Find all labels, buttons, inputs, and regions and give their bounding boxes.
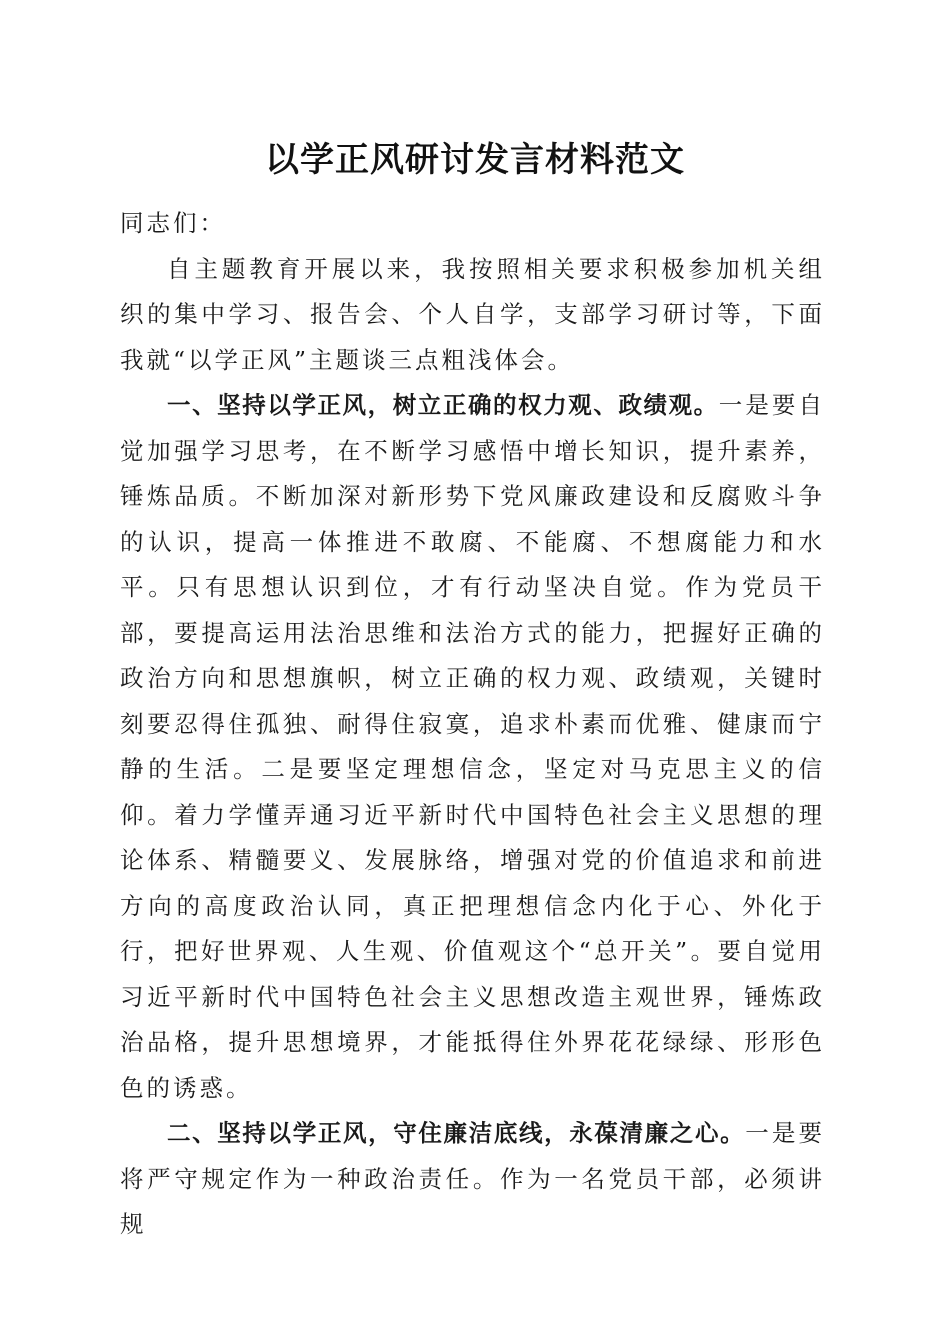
section-1-text: 一是要自觉加强学习思考，在不断学习感悟中增长知识，提升素养，锤炼品质。不断加深对新形势下党风廉政建设和反腐败斗争的认识，提高一体推进不敢腐、不能腐、不想腐能力和水平。只有思想认识到位，才有行动坚决自觉。作为党员干部，要提高运用法治思维和法治方式的能力，把握好正确的政治方向和思想旗帜，树立正确的权力观、政绩观，关键时刻要忍得住孤独、耐得住寂寞，追求朴素而优雅、健康而宁静的生活。二是要坚定理想信念，坚定对马克思主义的信仰。着力学懂弄通习近平新时代中国特色社会主义思想的理论体系、精髓要义、发展脉络，增强对党的价值追求和前进方向的高度政治认同，真正把理想信念内化于心、外化于行，把好世界观、人生观、价值观这个“总开关”。要自觉用习近平新时代中国特色社会主义思想改造主观世界，锤炼政治品格，提升思想境界，才能抵得住外界花花绿绿、形形色色的诱惑。 (120, 391, 826, 1102)
intro-paragraph: 自主题教育开展以来，我按照相关要求积极参加机关组织的集中学习、报告会、个人自学，支部学习研讨等，下面我就“以学正风”主题谈三点粗浅体会。 (120, 254, 825, 374)
document-body (120, 201, 825, 1248)
section-1-heading: 一、坚持以学正风，树立正确的权力观、政绩观。 (167, 391, 719, 419)
document-title: 以学正风研讨发言材料范文 (265, 140, 685, 180)
section-2-paragraph (120, 1111, 825, 1248)
section-2-text: 一是要将严守规定作为一种政治责任。作为一名党员干部，必须讲规 (120, 1119, 826, 1238)
section-2-heading: 二、坚持以学正风，守住廉洁底线，永葆清廉之心。 (167, 1119, 746, 1147)
salutation: 同志们： (120, 209, 226, 237)
section-1-paragraph (120, 383, 825, 1111)
